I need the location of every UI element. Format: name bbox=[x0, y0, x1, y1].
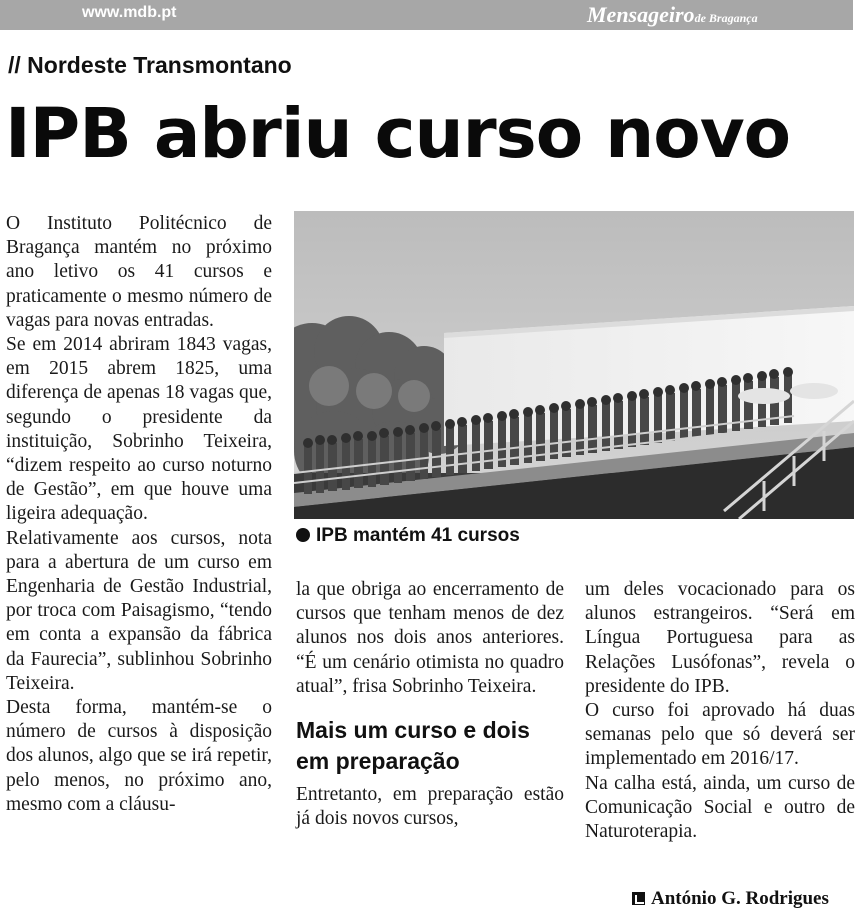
newspaper-masthead bbox=[587, 2, 758, 28]
author-byline bbox=[632, 888, 829, 910]
photo-caption bbox=[296, 525, 520, 547]
paragraph: Se em 2014 abriram 1843 vagas, em 2015 abrem 1825, uma diferença de apenas 18 vagas que, segundo o presidente da instituição, Sobrinho Teixeira, “dizem respeito ao curso noturno de Gestão”, em que houve uma ligeira adequação. bbox=[6, 334, 272, 525]
column-3 bbox=[585, 578, 855, 844]
masthead-main: Mensageiro bbox=[587, 2, 695, 27]
author-arrow-icon bbox=[632, 892, 645, 905]
paragraph: Na calha está, ainda, um curso de Comunicação Social e outro de Naturoterapia. bbox=[585, 772, 855, 843]
paragraph: Entretanto, em preparação estão já dois novos cursos, bbox=[296, 784, 564, 830]
column-2 bbox=[296, 578, 564, 831]
top-bar bbox=[0, 0, 853, 30]
article-photo bbox=[294, 211, 854, 519]
paragraph: um deles vocacionado para os alunos estrangeiros. “Será em Língua Portuguesa para as Relações Lusófonas”, revela o presidente do IPB. bbox=[585, 579, 855, 697]
photo-ipb-crowd-image bbox=[294, 211, 854, 519]
photo-caption-text: IPB mantém 41 cursos bbox=[316, 525, 520, 546]
masthead-sub: de Bragança bbox=[694, 11, 758, 25]
bullet-icon bbox=[296, 528, 310, 542]
paragraph: la que obriga ao encerramento de cursos que tenham menos de dez alunos nos dois anos anteriores. “É um cenário otimista no quadro atual”, frisa Sobrinho Teixeira. bbox=[296, 579, 564, 697]
paragraph: Desta forma, mantém-se o número de cursos à disposição dos alunos, algo que se irá repetir, pelo menos, no próximo ano, mesmo com a cláusu- bbox=[6, 697, 272, 815]
column-1 bbox=[6, 212, 272, 817]
site-url[interactable]: www.mdb.pt bbox=[82, 4, 177, 21]
article-headline: IPB abriu curso novo bbox=[5, 94, 791, 174]
section-label: // Nordeste Transmontano bbox=[8, 52, 292, 78]
paragraph: O curso foi aprovado há duas semanas pelo que só deverá ser implementado em 2016/17. bbox=[585, 700, 855, 770]
paragraph: O Instituto Politécnico de Bragança mantém no próximo ano letivo os 41 cursos e praticamente o mesmo número de vagas para novas entradas. bbox=[6, 213, 272, 331]
author-name: António G. Rodrigues bbox=[651, 888, 829, 909]
paragraph: Relativamente aos cursos, nota para a abertura de um curso em Engenharia de Gestão Industrial, por troca com Paisagismo, “tendo em conta a expansão da fábrica da Faurecia”, sublinhou Sobrinho Teixeira. bbox=[6, 527, 272, 694]
article-subheading: Mais um curso e dois em preparação bbox=[296, 717, 530, 775]
